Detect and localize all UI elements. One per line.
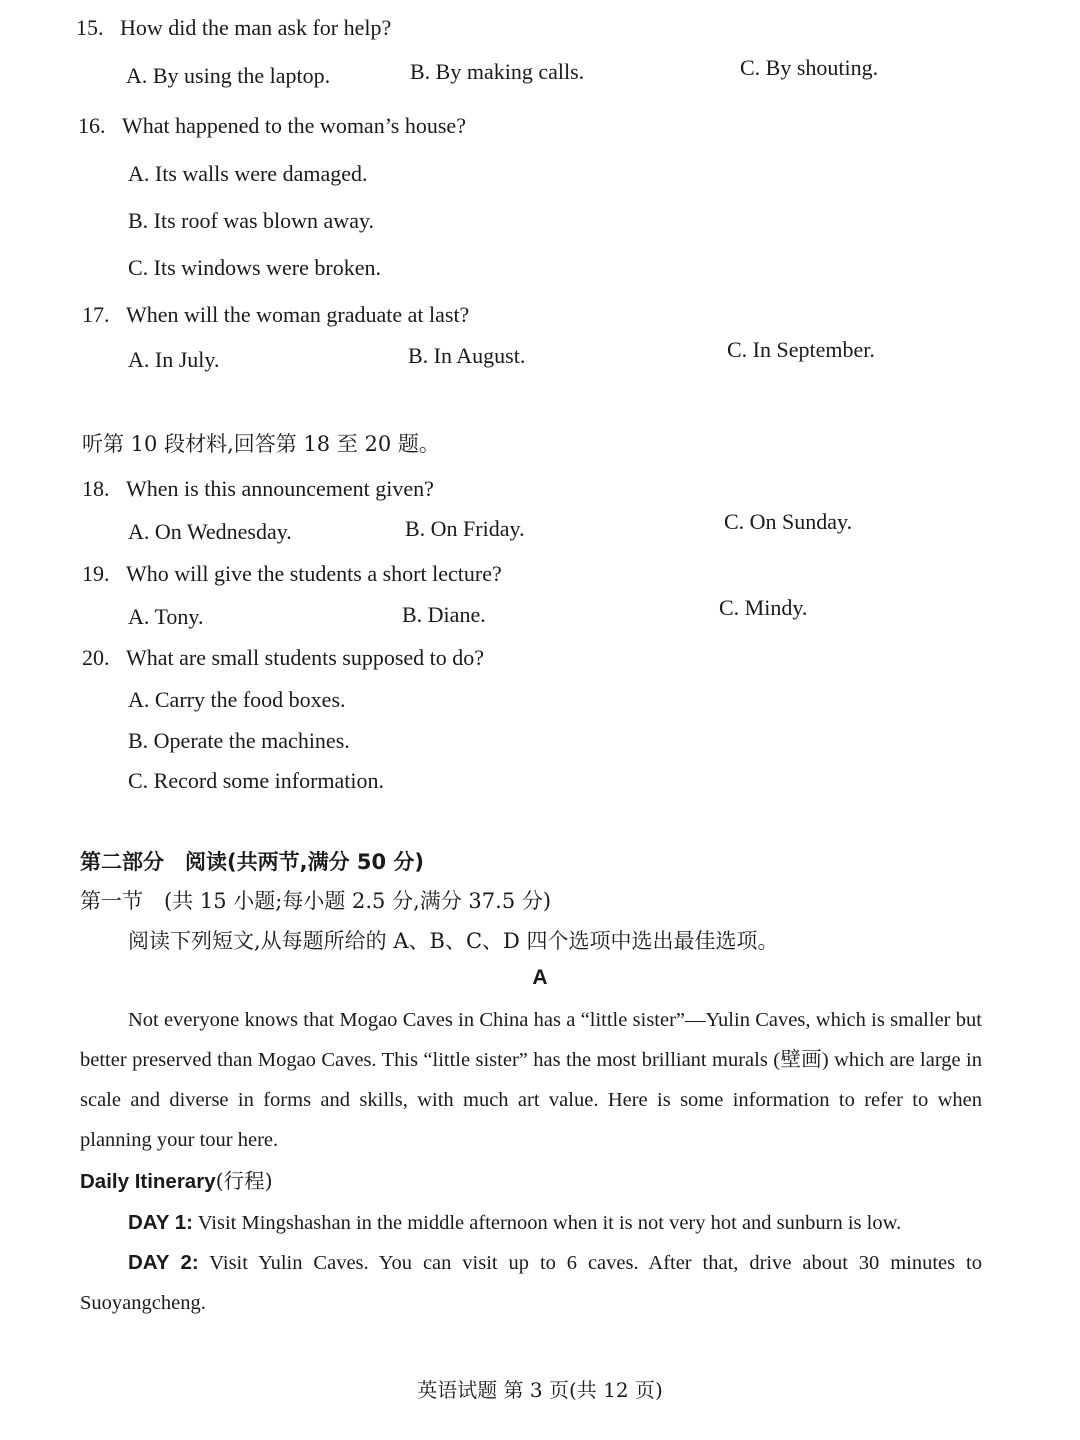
option-15b: B. By making calls. (410, 59, 585, 84)
reading-instruction: 阅读下列短文,从每题所给的 A、B、C、D 四个选项中选出最佳选项。 (128, 929, 779, 953)
itinerary-heading-cn: (行程) (215, 1169, 273, 1193)
option-20a: A. Carry the food boxes. (128, 687, 346, 712)
option-20b: B. Operate the machines. (128, 728, 350, 753)
day2-text: Visit Yulin Caves. You can visit up to 6 caves. After that, drive about 30 minutes to Suoyangcheng. (80, 1252, 982, 1314)
option-17a: A. In July. (128, 347, 220, 372)
question-number: 18. (82, 476, 110, 501)
question-16 (78, 112, 466, 140)
option-18c: C. On Sunday. (724, 509, 853, 534)
passage-intro: Not everyone knows that Mogao Caves in China has a “little sister”—Yulin Caves, which is smaller but better preserved than Mogao Caves. This “little sister” has the most brilliant murals (壁画) which are large in scale and diverse in forms and skills, with much art value. Here is some information to refer to when planning your tour here. (80, 1009, 982, 1151)
part-title: 第二部分 阅读(共两节,满分 50 分) (80, 850, 425, 874)
question-18 (82, 475, 434, 503)
question-17 (82, 301, 469, 329)
itinerary-heading-en: Daily Itinerary (80, 1170, 216, 1193)
question-number: 19. (82, 561, 110, 586)
question-text: When will the woman graduate at last? (126, 302, 470, 327)
option-17b: B. In August. (408, 343, 526, 368)
day2-entry (80, 1243, 982, 1323)
day2-label: DAY 2: (128, 1251, 199, 1274)
day1-text: Visit Mingshashan in the middle afternoon when it is not very hot and sunburn is low. (197, 1212, 902, 1234)
section-title: 第一节 (共 15 小题;每小题 2.5 分,满分 37.5 分) (80, 889, 552, 913)
day1-entry (80, 1203, 982, 1243)
option-19a: A. Tony. (128, 604, 204, 629)
question-19 (82, 560, 502, 588)
question-text: How did the man ask for help? (120, 15, 392, 40)
listening-instruction: 听第 10 段材料,回答第 18 至 20 题。 (82, 432, 440, 456)
itinerary-heading (80, 1160, 982, 1203)
option-15a: A. By using the laptop. (126, 63, 331, 88)
option-18a: A. On Wednesday. (128, 519, 292, 544)
question-text: When is this announcement given? (126, 476, 434, 501)
question-text: What happened to the woman’s house? (122, 113, 466, 138)
passage-label: A (532, 966, 548, 989)
question-number: 20. (82, 645, 110, 670)
option-19c: C. Mindy. (719, 595, 808, 620)
option-19b: B. Diane. (402, 602, 486, 627)
question-20 (82, 644, 484, 672)
question-15 (76, 14, 391, 42)
question-text: What are small students supposed to do? (126, 645, 485, 670)
option-16c: C. Its windows were broken. (128, 255, 381, 280)
question-number: 16. (78, 113, 106, 138)
option-18b: B. On Friday. (405, 516, 525, 541)
day1-label: DAY 1: (128, 1211, 193, 1234)
question-number: 17. (82, 302, 110, 327)
question-number: 15. (76, 15, 104, 40)
option-20c: C. Record some information. (128, 768, 385, 793)
option-16b: B. Its roof was blown away. (128, 208, 375, 233)
option-15c: C. By shouting. (740, 55, 879, 80)
question-text: Who will give the students a short lecture? (126, 561, 502, 586)
option-16a: A. Its walls were damaged. (128, 161, 368, 186)
passage-a (80, 1000, 982, 1323)
page-footer: 英语试题 第 3 页(共 12 页) (417, 1378, 663, 1402)
option-17c: C. In September. (727, 337, 875, 362)
